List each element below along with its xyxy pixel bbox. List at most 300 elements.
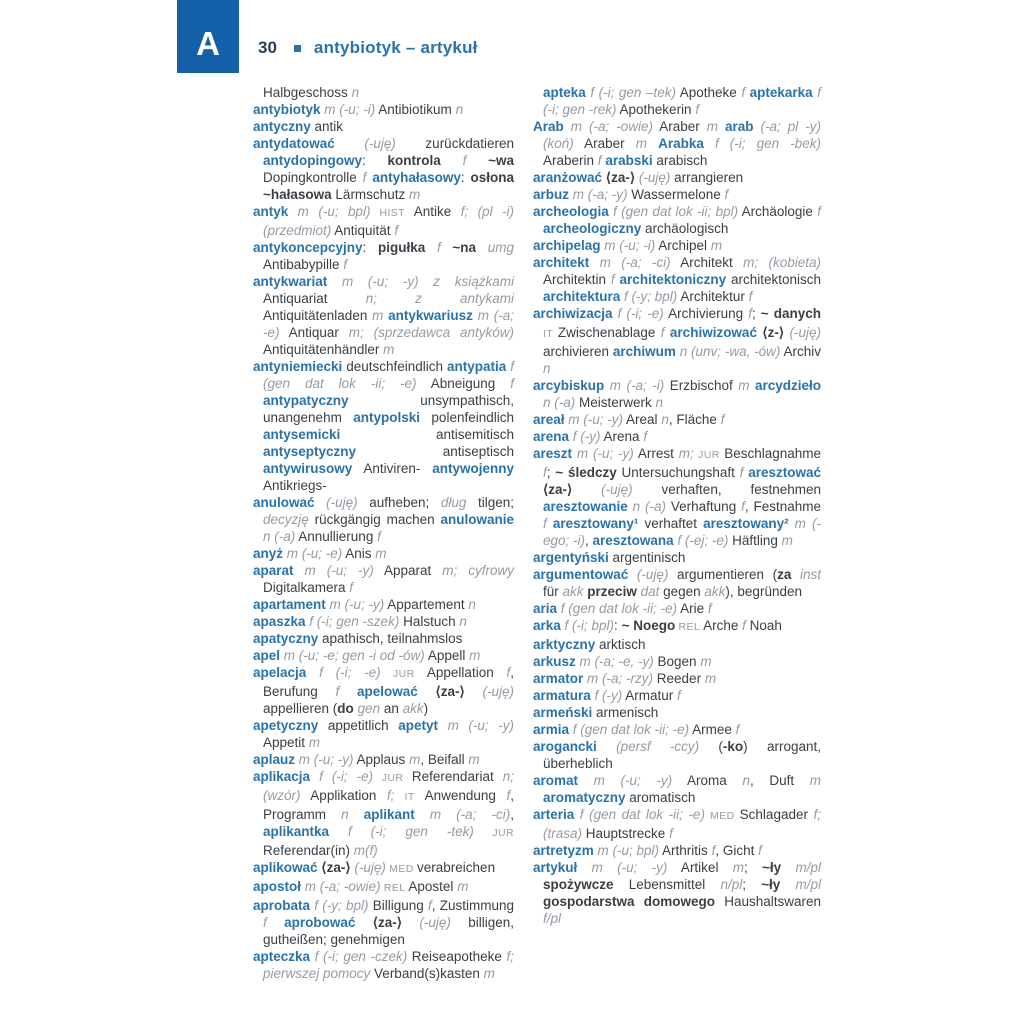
grammar-info: m (-a; -e, -y) [575,654,654,669]
translation-text: Zwischenablage [557,325,661,340]
headword: aresztowanie [543,499,628,514]
translation-text: Reiseapotheke [407,949,507,964]
headword: aranżować [533,170,603,185]
translation-text: , Fläche [668,412,721,427]
headword: antyhałasowy [372,170,461,185]
translation-text: Arthritis [659,843,712,858]
translation-text: , Berufung [263,665,515,699]
dictionary-entry [533,859,821,927]
grammar-info: (-uję) [314,495,358,510]
dictionary-entry [253,751,514,768]
grammar-info: f/pl [543,911,562,926]
grammar-info: f [739,465,744,480]
translation-text: Verband(s)kasten [370,966,484,981]
headword: aplikantka [263,824,330,839]
grammar-info: n [459,614,467,629]
field-label: JUR [380,668,427,680]
translation-text: Referendariat [411,769,503,784]
translation-text: für [543,584,563,599]
collocation-bold: ⟨za-⟩ [372,915,403,930]
headword: aplauz [253,752,296,767]
headword: armeński [533,705,593,720]
translation-text [718,119,725,134]
grammar-info: m [409,752,421,767]
translation-text: ; [546,465,556,480]
headword: aprobata [253,898,311,913]
grammar-info: f [440,153,489,168]
headword: anyż [253,546,284,561]
headword: arbuz [533,187,570,202]
translation-text: verabreichen [417,860,496,875]
grammar-info: akk [704,584,726,599]
grammar-info: f [707,601,712,616]
translation-text: Aroma [672,773,743,788]
headword: architektura [543,289,621,304]
grammar-info: m; (sprzedawca antyków) [348,325,514,340]
dictionary-entry [533,653,821,670]
headword: aromat [533,773,579,788]
grammar-info: f [742,618,746,633]
headword: arteria [533,807,575,822]
translation-text: Reeder [653,671,705,686]
grammar-info: m (-a; -e) [263,308,514,340]
dictionary-entry [533,738,821,772]
grammar-info: (-a; pl -y) (koń) [543,119,821,151]
grammar-info: f (-i; gen -rek) [543,85,821,117]
grammar-info: f [610,272,615,287]
translation-text: Appellation [426,665,507,680]
headword: archeologiczny [543,221,642,236]
grammar-info: m (-u; -y) [577,860,668,875]
translation-text: deutschfeindlich [342,359,447,374]
grammar-info: m (-a; -ci) [589,255,671,270]
grammar-info: f [362,170,367,185]
translation-text: Digitalkamera [263,580,350,595]
grammar-info: n; z antykami [365,291,514,306]
headword: arcydzieło [754,378,821,393]
collocation-bold: pigułka [378,240,426,255]
page-number: 30 [258,38,277,57]
collocation-bold: ⟨za-⟩ [321,860,351,875]
translation-text: Halstuch [399,614,460,629]
grammar-info: (-uję) [402,915,451,930]
grammar-info: (-uję) [628,567,669,582]
translation-text: Hauptstrecke [582,826,670,841]
translation-text: Lärmschutz [331,187,409,202]
translation-text: polenfeindlich [420,410,514,425]
grammar-info: f [677,688,681,703]
translation-text: Araber [573,136,636,151]
translation-text: Arche [703,618,743,633]
dictionary-entry [533,842,821,859]
dictionary-entry [253,647,514,664]
collocation-bold: ~ły [761,877,781,892]
grammar-info: f [394,223,399,238]
dictionary-entry [533,169,821,186]
headword: arktyczny [533,637,596,652]
grammar-info: m [383,342,395,357]
translation-text: Referendar(in) [263,843,354,858]
dictionary-entry [533,806,821,842]
headword: apelacja [253,665,307,680]
translation-text: ; [751,306,761,321]
grammar-info: m [308,735,321,750]
grammar-info: f (gen dat lok -ii; -e) [557,601,678,616]
grammar-info: m [372,308,384,323]
grammar-info: n [543,361,551,376]
headword: arab [724,119,754,134]
translation-text: an [380,701,403,716]
dictionary-entry [253,101,514,118]
dictionary-entry [533,670,821,687]
grammar-info: m [700,654,712,669]
dictionary-entry [533,600,821,617]
translation-text [647,136,658,151]
right-column [533,84,821,982]
translation-text: Beschlagnahme [724,446,822,461]
collocation-bold: przeciw [587,584,637,599]
dictionary-entry [533,254,821,305]
headword: antykoncepcyjny [253,240,363,255]
headword: antykwariusz [388,308,473,323]
grammar-info: f [758,843,762,858]
dictionary-entry [253,545,514,562]
headword: apteka [543,85,586,100]
grammar-info: f (-i; -e) [612,306,664,321]
grammar-info: n (unv; -wa, -ów) [675,344,781,359]
dictionary-entry [253,613,514,630]
dictionary-entry [253,135,514,203]
collocation-bold: ~ły [762,860,782,875]
grammar-info: m (-u; -e; gen -i od -ów) [280,648,425,663]
translation-text: Antibiotikum [375,102,456,117]
grammar-info: m/pl [780,877,821,892]
grammar-info: m; [678,446,694,461]
headword: antykwariat [253,274,328,289]
grammar-info: n [341,807,349,822]
grammar-info: m [483,966,495,981]
translation-text: : [362,240,378,255]
translation-text: Erzbischof [664,378,739,393]
grammar-info: f [506,788,511,803]
headword: archiwum [612,344,676,359]
translation-text: , Duft [749,773,810,788]
translation-text: Arrest [633,446,679,461]
headword: antybiotyk [253,102,321,117]
headword: aromatyczny [543,790,626,805]
grammar-info: m(f) [353,843,378,858]
headword: aresztować [748,465,821,480]
translation-text: Noah [745,618,782,633]
dictionary-entry [533,411,821,428]
translation-text: Apotheke [675,85,742,100]
grammar-info: akk [402,701,424,716]
grammar-info: f [748,306,752,321]
translation-text: , Beifall [420,752,469,767]
grammar-info: f; (pl -i) (przedmiot) [263,204,514,238]
grammar-info: m (-u; -i) [600,238,656,253]
grammar-info: f [741,499,745,514]
dictionary-entry [533,549,821,566]
headword: aplikacja [253,769,311,784]
translation-text: Bogen [653,654,701,669]
dictionary-entry [253,717,514,751]
dictionary-entry [253,859,514,878]
translation-text: Billigung [368,898,428,913]
grammar-info: m [408,187,421,202]
grammar-info: m (-u; -y) [293,563,374,578]
translation-text: arrangieren [670,170,744,185]
grammar-info: m (-u; -y) [295,752,354,767]
grammar-info: m (-u; -e) [283,546,343,561]
grammar-info: n [661,412,669,427]
translation-text: Abneigung [416,376,511,391]
grammar-info: f; (trasa) [543,807,822,841]
dictionary-entry [533,377,821,411]
translation-text: Lebensmittel [613,877,721,892]
translation-text: Annullierung [295,529,378,544]
headword: Arab [533,119,564,134]
grammar-info: n [655,395,664,410]
section-bullet-icon [294,45,301,52]
headword: apartament [253,597,326,612]
grammar-info: f [506,665,511,680]
translation-text: Antiviren- [352,461,433,476]
headword: areał [533,412,565,427]
headword: aprobować [284,915,356,930]
dictionary-entry [533,305,821,377]
grammar-info: akk [562,584,584,599]
translation-text: Antike [413,204,461,219]
headword: apelować [356,684,418,699]
headword: anulowanie [440,512,514,527]
grammar-info: n (-a) [263,529,296,544]
translation-text: tilgen; [466,495,514,510]
translation-text: : [614,618,622,633]
grammar-info: f (-i; gen -szek) [305,614,400,629]
headword: aplikant [363,807,415,822]
translation-text: , Zustimmung [431,898,514,913]
headword: antypatyczny [263,393,349,408]
grammar-info: m [635,136,647,151]
grammar-info: n [742,773,750,788]
grammar-info: f [543,516,547,531]
translation-text: Schlagader [739,807,814,822]
translation-text: Appell [424,648,470,663]
collocation-bold: ~ danych [760,306,821,321]
translation-text: Häftling [728,533,782,548]
headword: antypatia [447,359,507,374]
grammar-info: f [735,722,740,737]
grammar-info: f [597,153,602,168]
grammar-info: f (gen dat lok -ii; bpl) [608,204,739,219]
grammar-info: (-uję) [350,860,386,875]
collocation-bold: ~ Noego [621,618,676,633]
headword: aptekarka [749,85,813,100]
translation-text: Wassermelone [627,187,725,202]
translation-text: ( [699,739,723,754]
translation-text: , Gicht [715,843,759,858]
headword: antydatować [253,136,335,151]
grammar-info: f; [386,788,395,803]
translation-text: Anis [342,546,376,561]
translation-text: Haushaltswaren [714,894,821,909]
grammar-info: (-uję) [464,684,514,699]
translation-text: arabisch [652,153,708,168]
grammar-info: n (-a) [627,499,667,514]
grammar-info: m (-u; -y) z książkami [327,274,514,289]
grammar-info: f (gen dat lok -ii; -e) [263,359,514,391]
translation-text: : [460,170,471,185]
left-column [253,84,514,982]
translation-text: ) [423,701,429,716]
translation-text: Archivierung [663,306,749,321]
headword: archeologia [533,204,609,219]
headword: armator [533,671,584,686]
page-header [258,37,478,59]
grammar-info: m (-u; -y) [572,446,634,461]
translation-text: Archäologie [738,204,818,219]
translation-text: Applikation [300,788,387,803]
translation-text: argumentieren ( [668,567,778,582]
translation-text: Antiquität [331,223,395,238]
collocation-bold: ⟨za-⟩ [543,482,573,497]
grammar-info: f (-i; gen –tek) [585,85,676,100]
dictionary-entry [533,566,821,600]
translation-text [355,915,372,930]
headword: apostoł [253,879,302,894]
grammar-info: f [343,257,348,272]
grammar-info: f [377,529,381,544]
headword: antypolski [353,410,421,425]
translation-text: verhaften, festnehmen [632,482,821,497]
translation-text: Applaus [353,752,410,767]
translation-text: Architektur [677,289,749,304]
translation-text: zurückdatieren [395,136,514,151]
field-label: REL [675,621,704,633]
translation-text: billigen, gutheißen; genehmigen [263,915,514,947]
headword: apetyt [398,718,439,733]
translation-text: Araberin [543,153,598,168]
translation-text: Artikel [667,860,733,875]
dictionary-entry [533,704,821,721]
grammar-info: m (-u; -y) [578,773,673,788]
grammar-info: decyzję [263,512,309,527]
grammar-info: f [349,580,354,595]
headword: antyczny [253,119,311,134]
grammar-info: f [695,102,700,117]
grammar-info: f (-i; gen -tek) [329,824,474,839]
dictionary-entry [533,445,821,549]
collocation-bold: spożywcze [543,877,614,892]
grammar-info: f [724,187,729,202]
grammar-info: f [711,843,716,858]
grammar-info: f (-i; gen -czek) [310,949,408,964]
translation-text: Antiquitätenladen [263,308,373,323]
dictionary-entry [533,84,821,118]
grammar-info: f [427,898,432,913]
headword: Arabka [658,136,704,151]
translation-text: Antiquitätenhändler [263,342,384,357]
translation-text: rückgängig machen [308,512,441,527]
grammar-info: m (-u; bpl) [593,843,660,858]
translation-text: verhaftet [638,516,704,531]
dictionary-entry [533,617,821,636]
headword: antywirusowy [263,461,353,476]
translation-text: Meisterwerk [575,395,656,410]
grammar-info: m [710,238,723,253]
grammar-info: m [706,119,718,134]
dictionary-entry [253,897,514,948]
headword: antyseptyczny [263,444,357,459]
translation-text: , Programm [263,788,515,822]
headword: antydopingowy [263,153,362,168]
dictionary-entry [533,428,821,445]
headword: armatura [533,688,591,703]
translation-text: , [585,533,593,548]
collocation-bold: ~ śledczy [555,465,617,480]
dictionary-entry [253,273,514,358]
translation-text: Apothekerin [616,102,696,117]
grammar-info: m [704,671,717,686]
headword: arogancki [533,739,597,754]
grammar-info: f [748,289,753,304]
grammar-info: m (-u; bpl) [288,204,371,219]
headword: archipelag [533,238,601,253]
headword: arcybiskup [533,378,605,393]
headword: apel [253,648,281,663]
header-headword-range: antybiotyk – artykuł [313,38,478,57]
field-label: JUR [473,827,514,839]
headword: aresztowana [592,533,674,548]
collocation-bold: kontrola [387,153,441,168]
translation-text: Antikriegs- [263,478,327,493]
grammar-info: m (-ego; -i) [543,516,821,548]
field-label: MED [385,863,418,875]
grammar-info: m (-a; -ci) [414,807,511,822]
grammar-info: (-uję) [635,170,671,185]
translation-text: Anwendung [424,788,507,803]
translation-text: : [362,153,388,168]
dictionary-entry [253,358,514,494]
field-label: MED [704,810,740,822]
translation-text [339,684,357,699]
translation-text: Antibabypille [263,257,344,272]
headword: arka [533,618,561,633]
grammar-info: f (-y; bpl) [620,289,678,304]
headword: artretyzm [533,843,594,858]
headword: architekt [533,255,590,270]
grammar-info: m [732,860,744,875]
translation-text: Apparat [373,563,443,578]
translation-text: archivieren [543,344,613,359]
grammar-info: m/pl [781,860,821,875]
dictionary-entry [533,118,821,169]
grammar-info: f (-i; -e) [306,665,381,680]
grammar-info: m; cyfrowy [442,563,514,578]
grammar-info: f (gen dat lok -ii; -e) [574,807,705,822]
collocation-bold: osłona ~hałasowa [263,170,514,202]
grammar-info: f (-y; bpl) [310,898,369,913]
collocation-bold: ⟨za-⟩ [435,684,465,699]
field-label: REL [380,882,409,894]
collocation-bold: ~na [452,240,477,255]
headword: armia [533,722,570,737]
grammar-info: n [468,597,476,612]
grammar-info: f (-i; bpl) [560,618,615,633]
translation-text: ) arrogant, überheblich [543,739,821,771]
dictionary-entry [533,772,821,806]
